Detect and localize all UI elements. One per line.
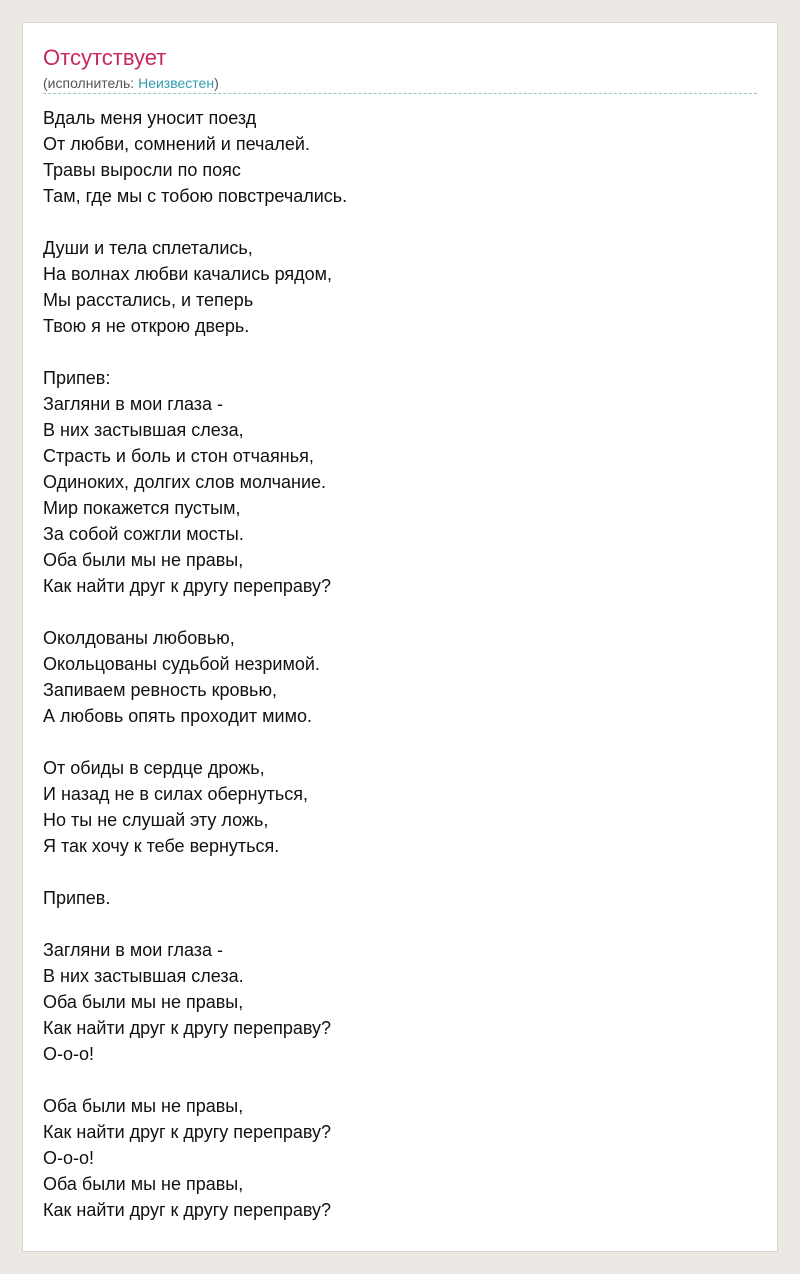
lyric-line: Загляни в мои глаза -: [43, 394, 224, 414]
lyric-line: Но ты не слушай эту ложь,: [43, 810, 269, 830]
lyric-line: Как найти друг к другу переправу?: [43, 576, 332, 596]
lyric-line: Мир покажется пустым,: [43, 498, 241, 518]
lyric-line: Твою я не открою дверь.: [43, 316, 250, 336]
lyric-line: Оба были мы не правы,: [43, 1096, 244, 1116]
lyric-line: [43, 729, 347, 755]
lyrics-card: [22, 22, 778, 1252]
lyric-line: Души и тела сплетались,: [43, 238, 253, 258]
lyric-line: О-о-о!: [43, 1044, 95, 1064]
lyric-line: И назад не в силах обернуться,: [43, 784, 308, 804]
lyric-line: Оба были мы не правы,: [43, 992, 244, 1012]
lyric-line: Как найти друг к другу переправу?: [43, 1018, 332, 1038]
lyric-line: Запиваем ревность кровью,: [43, 680, 277, 700]
artist-prefix: (исполнитель:: [43, 75, 139, 91]
lyric-line: Окольцованы судьбой незримой.: [43, 654, 320, 674]
lyric-line: За собой сожгли мосты.: [43, 524, 244, 544]
lyric-line: Травы выросли по пояс: [43, 160, 241, 180]
artist-link[interactable]: Неизвестен: [138, 75, 215, 91]
lyric-line: Вдаль меня уносит поезд: [43, 108, 257, 128]
lyric-line: Околдованы любовью,: [43, 628, 235, 648]
lyric-line: Оба были мы не правы,: [43, 1174, 244, 1194]
lyric-line: От любви, сомнений и печалей.: [43, 134, 310, 154]
lyric-line: Страсть и боль и стон отчаянья,: [43, 446, 314, 466]
lyric-line: [43, 339, 347, 365]
lyric-line: В них застывшая слеза,: [43, 420, 244, 440]
artist-suffix: ): [214, 75, 219, 91]
lyric-line: Как найти друг к другу переправу?: [43, 1122, 332, 1142]
lyric-line: От обиды в сердце дрожь,: [43, 758, 265, 778]
lyric-line: Оба были мы не правы,: [43, 550, 244, 570]
lyric-line: [43, 859, 347, 885]
lyric-line: [43, 599, 347, 625]
lyric-line: Там, где мы с тобою повстречались.: [43, 186, 348, 206]
lyric-line: Мы расстались, и теперь: [43, 290, 254, 310]
lyric-line: [43, 911, 347, 937]
lyric-line: Загляни в мои глаза -: [43, 940, 224, 960]
lyric-line: Припев.: [43, 888, 111, 908]
song-artist-line: [43, 74, 219, 92]
lyric-line: Я так хочу к тебе вернуться.: [43, 836, 280, 856]
lyrics-text: [43, 105, 347, 1223]
lyric-line: Одиноких, долгих слов молчание.: [43, 472, 327, 492]
lyric-line: [43, 1067, 347, 1093]
song-title: Отсутствует: [43, 45, 167, 70]
lyric-line: А любовь опять проходит мимо.: [43, 706, 312, 726]
lyric-line: Как найти друг к другу переправу?: [43, 1200, 332, 1220]
lyric-line: На волнах любви качались рядом,: [43, 264, 333, 284]
lyric-line: В них застывшая слеза.: [43, 966, 244, 986]
lyric-line: Припев:: [43, 368, 111, 388]
title-divider: [43, 93, 757, 94]
lyric-line: [43, 209, 347, 235]
lyric-line: О-о-о!: [43, 1148, 95, 1168]
